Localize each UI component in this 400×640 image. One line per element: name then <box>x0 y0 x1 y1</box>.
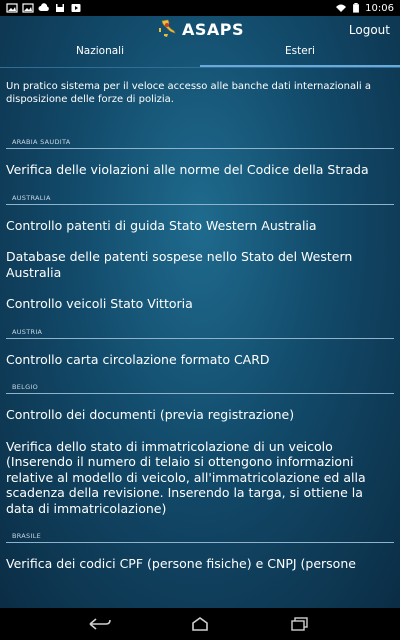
content-list[interactable] <box>0 76 400 608</box>
list-item[interactable]: Controllo carta circolazione formato CARD <box>6 351 270 367</box>
italy-map-icon <box>156 19 178 39</box>
list-item[interactable]: Database delle patenti sospese nello Stato del Western Australia <box>6 249 353 280</box>
image-icon <box>22 3 34 13</box>
system-nav-bar <box>0 608 400 640</box>
logout-button[interactable]: Logout <box>348 23 390 37</box>
back-icon <box>88 617 112 631</box>
section-header-australia: AUSTRALIA <box>6 194 394 205</box>
list-item[interactable]: Controllo veicoli Stato Vittoria <box>6 296 193 311</box>
play-store-icon <box>70 3 82 13</box>
clock: 10:06 <box>365 2 394 14</box>
section-header-arabia-saudita: ARABIA SAUDITA <box>6 138 394 149</box>
list-item[interactable]: Verifica dei codici CPF (persone fisiche) e CNPJ (persone <box>6 556 356 571</box>
status-bar <box>0 0 400 16</box>
tab-nazionali[interactable]: Nazionali <box>75 45 125 57</box>
list-item[interactable]: Controllo dei documenti (previa registrazione) <box>6 407 295 422</box>
section-header-brasile: BRASILE <box>6 532 394 543</box>
battery-icon <box>352 3 360 13</box>
app-screen <box>0 16 400 608</box>
cloud-icon <box>38 3 50 13</box>
app-logo <box>156 19 244 39</box>
home-button[interactable] <box>187 614 213 634</box>
list-item[interactable]: Verifica delle violazioni alle norme del Codice della Strada <box>6 162 369 177</box>
save-icon <box>54 3 66 13</box>
section-header-belgio: BELGIO <box>6 383 394 394</box>
recents-button[interactable] <box>287 614 313 634</box>
list-item[interactable]: Verifica dello stato di immatricolazione di un veicolo (Inserendo il numero di telaio si ottengono informazioni relative al modello di veicolo, all'immatricolazione ed alla scadenza della revisione. Inserendo la targa, si ottiene la data di immatricolazione) <box>6 438 366 516</box>
wifi-icon <box>335 3 347 13</box>
tab-divider <box>0 67 400 68</box>
image-icon <box>6 3 18 13</box>
tab-esteri[interactable]: Esteri <box>200 42 400 68</box>
app-title: ASAPS <box>182 19 245 39</box>
section-header-austria: AUSTRIA <box>6 328 394 339</box>
back-button[interactable] <box>87 614 113 634</box>
notification-icons <box>6 3 82 13</box>
recents-icon <box>288 617 312 631</box>
list-item[interactable]: Controllo patenti di guida Stato Western Australia <box>6 217 317 233</box>
intro-text: Un pratico sistema per il veloce accesso alle banche dati internazionali a disposizione delle forze di polizia. <box>6 81 371 105</box>
tab-bar <box>0 42 400 68</box>
home-icon <box>188 617 212 631</box>
